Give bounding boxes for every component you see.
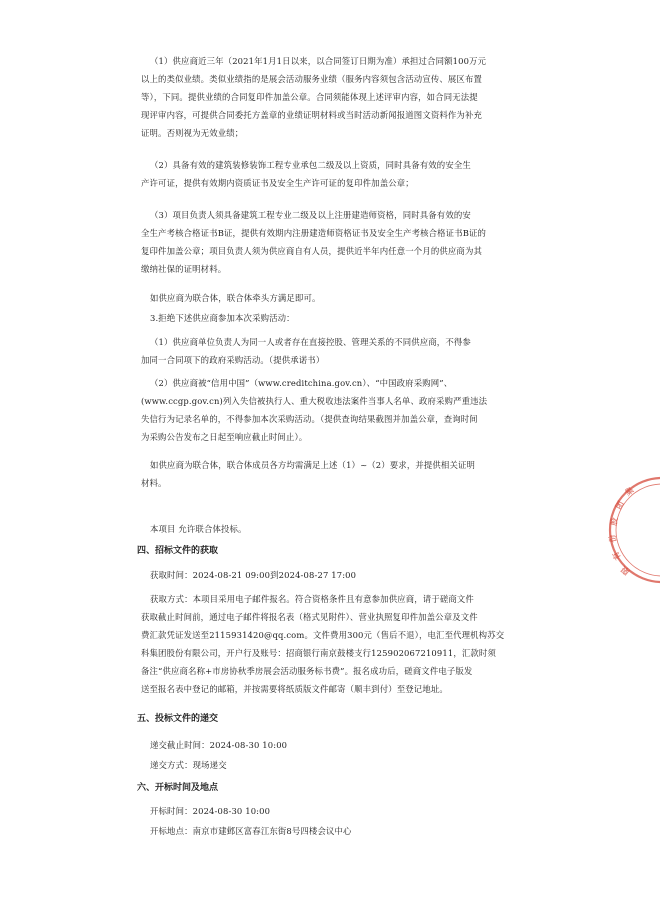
text-line: 如供应商为联合体，联合体成员各方均需满足上述（1）~（2）要求，并提供相关证明 [150,460,476,470]
svg-text:有: 有 [610,550,623,562]
text-line: (www.ccgp.gov.cn)列入失信被执行人、重大税收违法案件当事人名单、政府采购严重违法 [141,396,488,406]
text-line: 缴纳社保的证明材料。 [141,264,227,274]
svg-text:限: 限 [619,564,632,577]
text-line: 备注“供应商名称+市房协秋季房展会活动服务标书费”。报名成功后，磋商文件电子版发 [141,666,473,676]
text-line: 递交方式：现场递交 [150,760,227,770]
svg-text:股: 股 [609,516,620,527]
text-line: 获取方式：本项目采用电子邮件报名。符合资格条件且有意参加供应商，请于磋商文件 [150,594,474,604]
text-line: 获取截止时间前，通过电子邮件将报名表（格式见附件）、营业执照复印件加盖公章及文件 [141,612,478,622]
text-line: 等），下同。提供业绩的合同复印件加盖公章。合同须能体现上述评审内容，如合同无法提 [141,92,478,102]
text-line: 材料。 [141,478,167,488]
text-line: 本项目 允许联合体投标。 [150,524,247,534]
text-line: 为采购公告发布之日起至响应截止时间止）。 [141,432,308,442]
text-line: 费汇款凭证发送至2115931420@qq.com。文件费用300元（售后不退），电汇至代理机构苏交 [141,630,505,640]
text-line: （3）项目负责人须具备建筑工程专业二级及以上注册建造师资格，同时具备有效的安 [150,210,471,220]
text-line: 加同一合同项下的政府采购活动。（提供承诺书） [141,355,325,365]
text-line: 开标时间：2024-08-30 10:00 [150,806,271,816]
text-line: 送至报名表中登记的邮箱，并按需要将纸质版文件邮寄（顺丰到付）至登记地址。 [141,684,448,694]
svg-text:团: 团 [613,499,626,511]
text-line: 复印件加盖公章；项目负责人须为供应商自有人员，提供近半年内任意一个月的供应商为其 [141,246,482,256]
text-line: 如供应商为联合体，联合体牵头方满足即可。 [150,293,321,303]
text-line: 递交截止时间：2024-08-30 10:00 [150,740,288,750]
svg-text:集: 集 [623,485,636,498]
text-line: （1）供应商单位负责人为同一人或者存在直接控股、管理关系的不同供应商，不得参 [150,337,471,347]
text-line: 产许可证，提供有效期内资质证书及安全生产许可证的复印件加盖公章； [141,178,414,188]
text-line: 以上的类似业绩。类似业绩指的是展会活动服务业绩（服务内容须包含活动宣传、展区布置 [141,74,482,84]
text-line: （2）供应商被“信用中国”（www.creditchina.gov.cn）、“中国政府采购网”、 [150,378,453,388]
text-line: 科集团股份有限公司，开户行及账号：招商银行南京鼓楼支行125902067210911，汇款时须 [141,648,496,658]
text-line: （1）供应商近三年（2021年1月1日以来，以合同签订日期为准）承担过合同额100万元 [150,56,487,66]
text-line: 获取时间：2024-08-21 09:00到2024-08-27 17:00 [150,570,357,580]
text-line: 3.拒绝下述供应商参加本次采购活动： [150,313,295,323]
section-heading-opening: 六、开标时间及地点 [137,783,219,793]
text-line: 现评审内容，可提供合同委托方盖章的业绩证明材料或当时活动新闻报道图文资料作为补充 [141,110,482,120]
text-line: 失信行为记录名单的，不得参加本次采购活动。（提供查询结果截图并加盖公章，查询时间 [141,414,478,424]
official-seal-stamp [600,470,660,590]
text-line: 开标地点：南京市建邺区富春江东街8号四楼会议中心 [150,826,352,836]
section-heading-acquisition: 四、招标文件的获取 [137,546,219,556]
text-line: 证明。否则视为无效业绩； [141,128,244,138]
section-heading-submission: 五、投标文件的递交 [137,714,219,724]
svg-text:份: 份 [607,533,618,544]
text-line: （2）具备有效的建筑装修装饰工程专业承包二级及以上资质，同时具备有效的安全生 [150,160,471,170]
text-line: 全生产考核合格证书B证，提供有效期内注册建造师资格证书及安全生产考核合格证书B证的 [141,228,487,238]
